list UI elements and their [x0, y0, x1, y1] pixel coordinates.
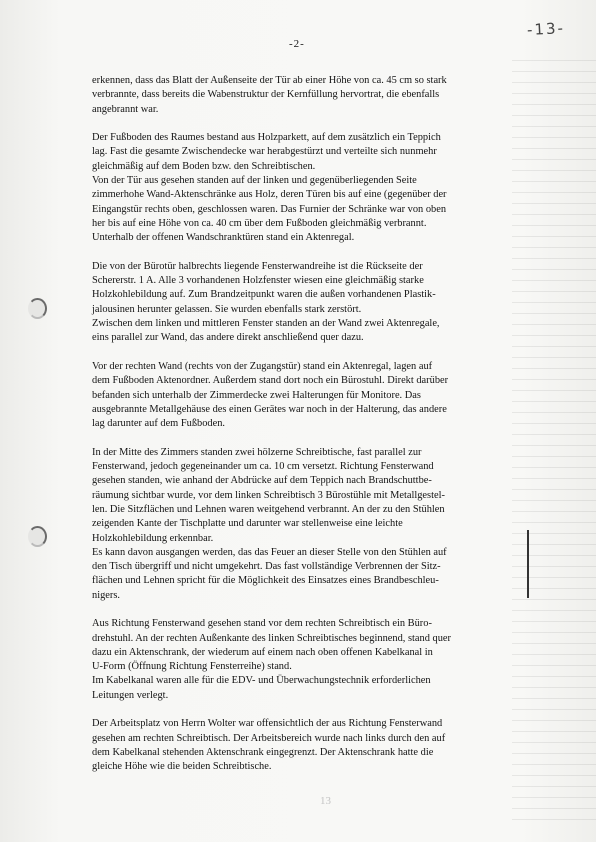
paragraph-desks: In der Mitte des Zimmers standen zwei hölzerne Schreibtische, fast parallel zur Fensterwand, jedoch gegeneinander um ca. 10 cm versetzt. Richtung Fensterwand gesehen standen, wie anhand der Abdrücke auf dem Teppich nach Brandschuttbe- räumung sichtbar wurde, vor dem linken Schreibtisch 3 Bürostühle mit Metallgestel- len. Die Sitzflächen und Lehnen waren weitgehend verbrannt. An der zu den Stühlen zeigenden Kante der Tischplatte und darunter war stellenweise eine leichte Holzkohlebildung erkennbar. Es kann davon ausgangen werden, das das Feuer an dieser Stelle von den Stühlen auf den Tisch übergriff und nicht umgekehrt. Das fast vollständige Verbrennen der Sitz- flächen und Lehnen spricht für die Möglichkeit des Einsatzes eines Brandbeschleu- nigers. [92, 446, 447, 601]
paragraph-windows: Die von der Bürotür halbrechts liegende Fensterwandreihe ist die Rückseite der Schererstr. 1 A. Alle 3 vorhandenen Holzfenster wiesen eine gleichmäßig starke Holzkohlebildung auf. Zum Brandzeitpunkt waren die außen vorhandenen Plastik- jalousinen herunter gelassen. Sie wurden ebenfalls stark zerstört. Zwischen dem linken und mittleren Fenster standen an der Wand zwei Aktenregale, eins parallel zur Wand, das andere direkt anschließend quer dazu. [92, 260, 440, 344]
handwritten-page-number: -13- [526, 19, 566, 39]
faint-stamp-number: 13 [320, 795, 331, 807]
document-body [92, 74, 516, 789]
paragraph-cable-duct: Aus Richtung Fensterwand gesehen stand vor dem rechten Schreibtisch ein Büro- drehstuhl. An der rechten Außenkante des linken Schreibtisches beginnend, stand quer dazu ein Aktenschrank, der wiederum auf einem nach oben offenen Kabelkanal in U-Form (Öffnung Richtung Fensterreihe) stand. Im Kabelkanal waren alle für die EDV- und Überwachungstechnik erforderlichen Leitungen verlegt. [92, 618, 451, 701]
margin-line-mark [527, 530, 529, 598]
punch-hole-bottom [28, 526, 47, 547]
paragraph-right-wall: Vor der rechten Wand (rechts von der Zugangstür) stand ein Aktenregal, lagen auf dem Fußboden Aktenordner. Außerdem stand dort noch ein Bürostuhl. Direkt darüber befanden sich unterhalb der Zimmerdecke zwei Halterungen für Monitore. Das ausgebrannte Metallgehäuse des einen Gerätes war noch in der Halterung, das andere lag darunter auf dem Fußboden. [92, 360, 449, 430]
paragraph-floor: Der Fußboden des Raumes bestand aus Holzparkett, auf dem zusätzlich ein Teppich lag. Fast die gesamte Zwischendecke war herabgestürzt und verteilte sich nunmehr gleichmäßig auf dem Boden bzw. den Schreibtischen. Von der Tür aus gesehen standen auf der linken und gegenüberliegenden Seite zimmerhohe Wand-Aktenschränke aus Holz, deren Türen bis auf eine (gegenüber der Eingangstür rechts oben, geschlossen waren. Das Furnier der Schränke war von oben her bis auf eine Höhe von ca. 40 cm über dem Fußboden gleichmäßig verbrannt. Unterhalb der offenen Wandschranktüren stand ein Aktenregal. [92, 132, 447, 244]
bleed-through-texture [512, 60, 596, 820]
paragraph-door: erkennen, dass das Blatt der Außenseite der Tür ab einer Höhe von ca. 45 cm so stark verbrannte, dass bereits die Wabenstruktur der Kernfüllung hervortrat, die ebenfalls angebrannt war. [92, 75, 447, 115]
page-number: -2- [289, 38, 305, 50]
paragraph-workplace: Der Arbeitsplatz von Herrn Wolter war offensichtlich der aus Richtung Fensterwand gesehen am rechten Schreibtisch. Der Arbeitsbereich wurde nach links durch den auf dem Kabelkanal stehenden Aktenschrank eingegrenzt. Der Aktenschrank hatte die gleiche Höhe wie die beiden Schreibtische. [92, 718, 446, 773]
punch-hole-top [28, 298, 47, 319]
